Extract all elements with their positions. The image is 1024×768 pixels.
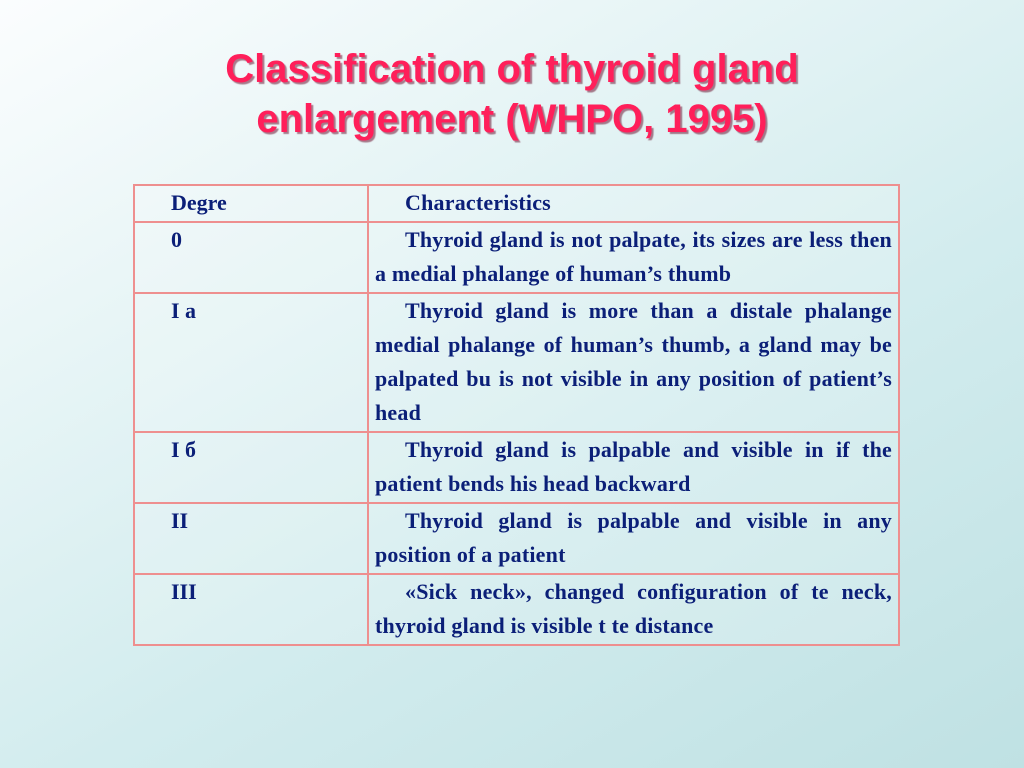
degree-cell: I б [134, 432, 368, 503]
table-row [134, 503, 899, 574]
slide-title [0, 44, 1024, 144]
degree-cell: 0 [134, 222, 368, 293]
title-line-2: enlargement (WHPO, 1995) [256, 97, 768, 141]
table-row [134, 574, 899, 645]
characteristics-cell: Thyroid gland is more than a distale phalange medial phalange of human’s thumb, a gland may be palpated bu is not visible in any position of patient’s head [368, 293, 899, 432]
table-row [134, 222, 899, 293]
characteristics-cell: Thyroid gland is palpable and visible in if the patient bends his head backward [368, 432, 899, 503]
degree-cell: II [134, 503, 368, 574]
table-row [134, 293, 899, 432]
header-characteristics: Characteristics [368, 185, 899, 222]
header-degree: Degre [134, 185, 368, 222]
degree-cell: I a [134, 293, 368, 432]
characteristics-cell: Thyroid gland is not palpate, its sizes are less then a medial phalange of human’s thumb [368, 222, 899, 293]
table-row [134, 432, 899, 503]
characteristics-cell: Thyroid gland is palpable and visible in any position of a patient [368, 503, 899, 574]
degree-cell: III [134, 574, 368, 645]
characteristics-cell: «Sick neck», changed configuration of te neck, thyroid gland is visible t te distance [368, 574, 899, 645]
title-line-1: Classification of thyroid gland [225, 47, 799, 91]
classification-table [133, 184, 900, 646]
table-header-row [134, 185, 899, 222]
